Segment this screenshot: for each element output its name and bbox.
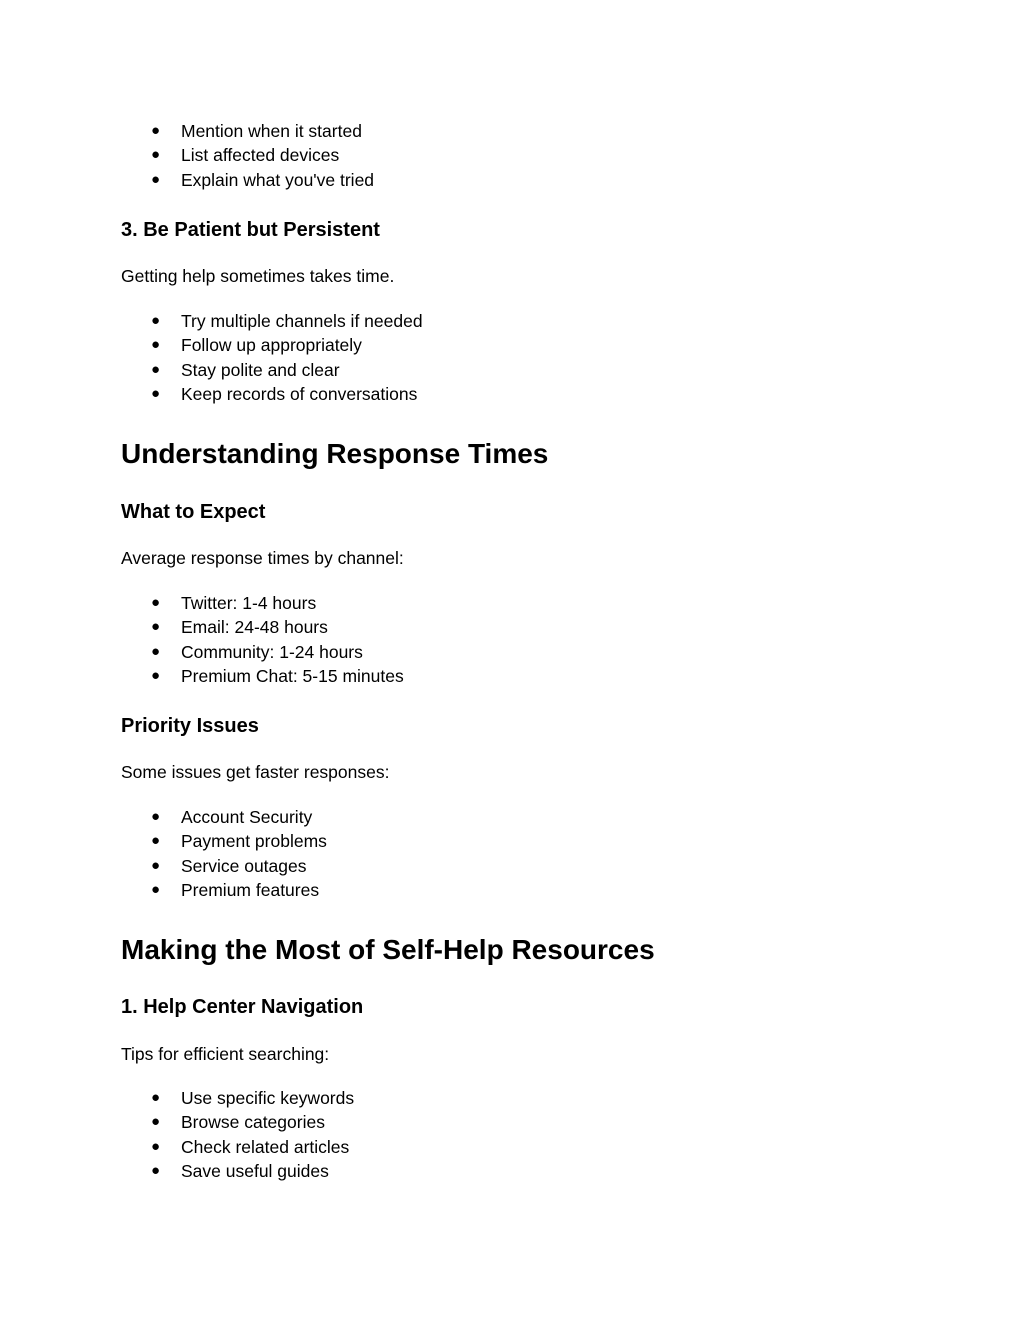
section-title-self-help: Making the Most of Self-Help Resources — [121, 934, 655, 965]
list-item: ● Browse categories — [121, 1110, 354, 1134]
priority-issues-list — [121, 805, 327, 903]
bullet-icon: ● — [151, 1089, 161, 1106]
bullet-icon: ● — [151, 336, 161, 354]
subsection-heading-priority: Priority Issues — [121, 715, 259, 737]
list-item: ● Explain what you've tried — [121, 168, 374, 192]
list-item: ● Keep records of conversations — [121, 382, 423, 406]
list-item: ● Stay polite and clear — [121, 358, 423, 382]
list-item: ● Use specific keywords — [121, 1086, 354, 1110]
section-paragraph: Tips for efficient searching: — [121, 1044, 330, 1064]
list-item: ● Save useful guides — [121, 1159, 354, 1183]
patient-list — [121, 309, 423, 407]
section-paragraph: Some issues get faster responses: — [121, 762, 390, 782]
bullet-icon: ● — [151, 1162, 161, 1180]
tips-list — [121, 119, 374, 192]
bullet-icon: ● — [151, 146, 161, 164]
list-item: ● Account Security — [121, 805, 327, 829]
bullet-icon: ● — [151, 832, 161, 850]
response-times-list — [121, 591, 404, 689]
search-tips-list — [121, 1086, 354, 1184]
bullet-icon: ● — [151, 642, 161, 660]
bullet-icon: ● — [151, 618, 161, 636]
subsection-heading-navigation: 1. Help Center Navigation — [121, 996, 364, 1018]
bullet-icon: ● — [151, 808, 161, 825]
list-item: ● List affected devices — [121, 143, 374, 167]
bullet-icon: ● — [151, 1113, 161, 1131]
list-item: ● Payment problems — [121, 829, 327, 853]
list-item: ● Email: 24-48 hours — [121, 615, 404, 639]
section-paragraph: Average response times by channel: — [121, 548, 404, 568]
section-paragraph: Getting help sometimes takes time. — [121, 266, 395, 286]
list-item: ● Service outages — [121, 854, 327, 878]
bullet-icon: ● — [151, 122, 161, 139]
list-item: ● Check related articles — [121, 1135, 354, 1159]
subsection-heading-expect: What to Expect — [121, 501, 266, 523]
bullet-icon: ● — [151, 385, 161, 403]
bullet-icon: ● — [151, 312, 161, 329]
bullet-icon: ● — [151, 594, 161, 611]
list-item: ● Twitter: 1-4 hours — [121, 591, 404, 615]
list-item: ● Premium Chat: 5-15 minutes — [121, 664, 404, 688]
list-item: ● Community: 1-24 hours — [121, 640, 404, 664]
list-item: ● Premium features — [121, 878, 327, 902]
list-item: ● Mention when it started — [121, 119, 374, 143]
bullet-icon: ● — [151, 667, 161, 685]
bullet-icon: ● — [151, 360, 161, 378]
list-item: ● Follow up appropriately — [121, 333, 423, 357]
bullet-icon: ● — [151, 856, 161, 874]
bullet-icon: ● — [151, 1137, 161, 1155]
list-item: ● Try multiple channels if needed — [121, 309, 423, 333]
bullet-icon: ● — [151, 881, 161, 899]
section-heading-patient: 3. Be Patient but Persistent — [121, 219, 380, 241]
bullet-icon: ● — [151, 170, 161, 188]
section-title-response-times: Understanding Response Times — [121, 438, 549, 469]
